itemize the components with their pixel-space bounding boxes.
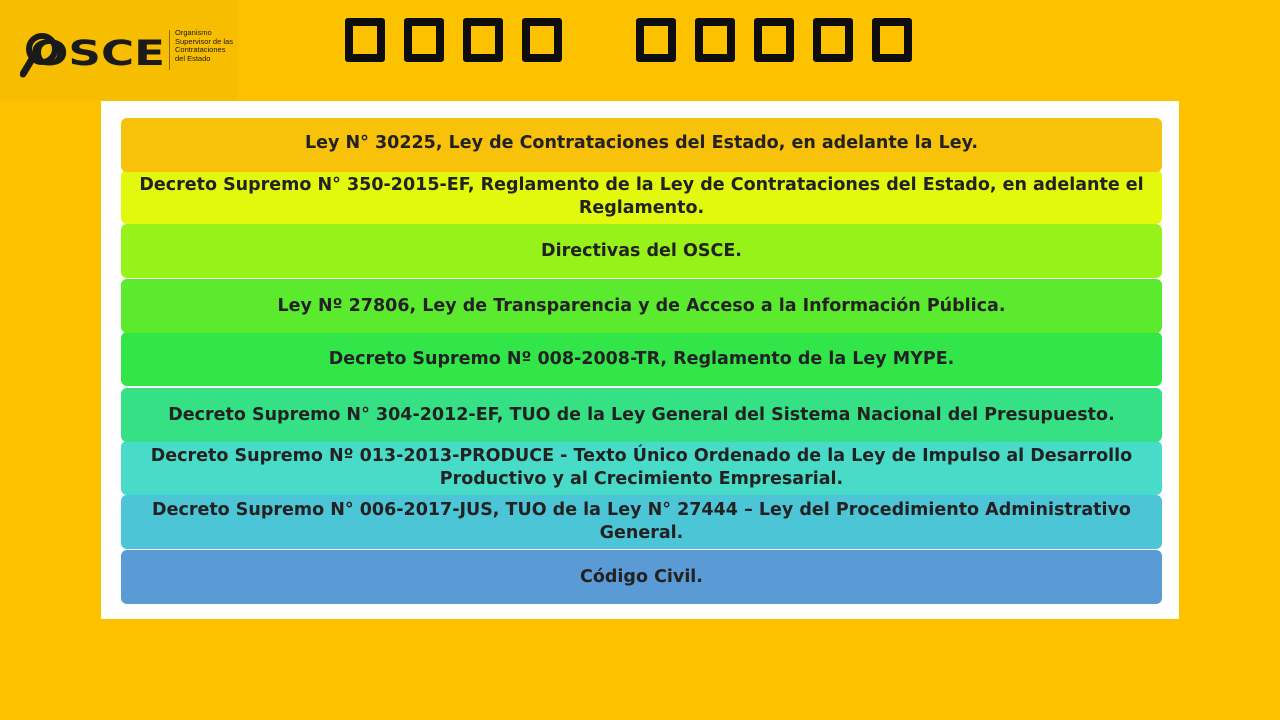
- list-item: Directivas del OSCE.: [121, 224, 1162, 278]
- list-item: Decreto Supremo Nº 013-2013-PRODUCE - Texto Único Ordenado de la Ley de Impulso al Desarrollo Productivo y al Crecimiento Empresarial.: [121, 441, 1162, 495]
- list-item: Decreto Supremo N° 304-2012-EF, TUO de la Ley General del Sistema Nacional del Presupuesto.: [121, 388, 1162, 442]
- title-glyph: [345, 18, 385, 62]
- slide-title: [345, 18, 912, 62]
- list-item: Ley Nº 27806, Ley de Transparencia y de Acceso a la Información Pública.: [121, 279, 1162, 333]
- list-item: Decreto Supremo N° 006-2017-JUS, TUO de la Ley N° 27444 – Ley del Procedimiento Administrativo General.: [121, 495, 1162, 549]
- title-glyph: [813, 18, 853, 62]
- title-glyph: [754, 18, 794, 62]
- title-glyph: [695, 18, 735, 62]
- title-glyph: [636, 18, 676, 62]
- osce-logo: [0, 0, 238, 100]
- list-item: Decreto Supremo Nº 008-2008-TR, Reglamento de la Ley MYPE.: [121, 332, 1162, 386]
- title-glyph: [522, 18, 562, 62]
- list-item: Ley N° 30225, Ley de Contrataciones del Estado, en adelante la Ley.: [121, 118, 1162, 172]
- logo-brand-text: OSCE: [30, 34, 165, 74]
- title-glyph: [404, 18, 444, 62]
- list-item: Código Civil.: [121, 550, 1162, 604]
- osce-logo-mark: [20, 26, 170, 82]
- title-word: [636, 18, 912, 62]
- content-panel: [101, 101, 1179, 619]
- title-word: [345, 18, 562, 62]
- title-glyph: [872, 18, 912, 62]
- list-item: Decreto Supremo N° 350-2015-EF, Reglamento de la Ley de Contrataciones del Estado, en adelante el Reglamento.: [121, 170, 1162, 224]
- title-glyph: [463, 18, 503, 62]
- logo-subtitle: Organismo Supervisor de las Contrataciones del Estado: [175, 28, 233, 63]
